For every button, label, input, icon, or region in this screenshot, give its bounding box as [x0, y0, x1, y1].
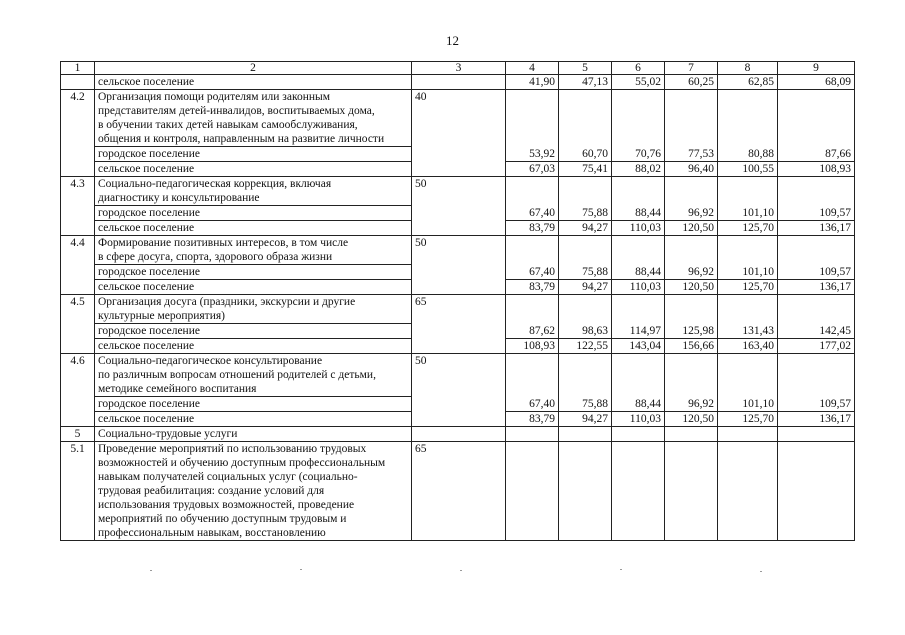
row-number	[61, 324, 95, 339]
tariff-value: 125,70	[718, 221, 778, 236]
tariff-value: 75,41	[559, 162, 612, 177]
tariff-value	[778, 236, 855, 265]
tariff-value: 109,57	[778, 397, 855, 412]
tariff-value: 83,79	[506, 280, 559, 295]
tariff-value: 75,88	[559, 206, 612, 221]
tariff-value: 110,03	[612, 412, 665, 427]
tariff-value: 96,92	[665, 265, 718, 280]
tariff-value	[665, 177, 718, 206]
tariff-value: 156,66	[665, 339, 718, 354]
service-name: сельское поселение	[95, 221, 412, 236]
tariff-value	[559, 354, 612, 397]
tariff-value: 109,57	[778, 265, 855, 280]
tariff-table	[60, 61, 855, 541]
service-name: городское поселение	[95, 397, 412, 412]
row-number: 4.3	[61, 177, 95, 206]
tariff-value: 177,02	[778, 339, 855, 354]
tariff-value: 110,03	[612, 221, 665, 236]
norm-value	[412, 339, 506, 354]
settlement-row	[61, 206, 855, 221]
norm-value	[412, 162, 506, 177]
tariff-value: 110,03	[612, 280, 665, 295]
service-name: Формирование позитивных интересов, в том числе в сфере досуга, спорта, здорового образа жизни	[95, 236, 412, 265]
table-body	[61, 62, 855, 541]
column-header: 8	[718, 62, 778, 75]
service-name: Проведение мероприятий по использованию трудовых возможностей и обучению доступным профессиональным навыкам получателей социальных услуг (социально- трудовая реабилитация: создание условий для использования трудовых возможностей, проведение мероприятий по обучению доступным трудовым и профессиональным навыкам, восстановлению	[95, 442, 412, 541]
norm-value	[412, 75, 506, 90]
settlement-row	[61, 412, 855, 427]
tariff-value	[612, 354, 665, 397]
tariff-value	[665, 90, 718, 147]
norm-value: 65	[412, 295, 506, 324]
tariff-value: 70,76	[612, 147, 665, 162]
tariff-value	[665, 236, 718, 265]
tariff-value	[559, 236, 612, 265]
tariff-value	[718, 177, 778, 206]
tariff-value: 101,10	[718, 397, 778, 412]
scan-speck	[620, 569, 622, 570]
tariff-value: 75,88	[559, 397, 612, 412]
tariff-value	[506, 442, 559, 541]
norm-value	[412, 324, 506, 339]
tariff-value: 60,25	[665, 75, 718, 90]
tariff-value	[612, 236, 665, 265]
tariff-value	[612, 177, 665, 206]
section-row	[61, 427, 855, 442]
row-number	[61, 280, 95, 295]
tariff-value	[718, 90, 778, 147]
norm-value	[412, 206, 506, 221]
tariff-value: 55,02	[612, 75, 665, 90]
row-number	[61, 221, 95, 236]
tariff-value: 67,03	[506, 162, 559, 177]
settlement-row	[61, 265, 855, 280]
service-name: городское поселение	[95, 265, 412, 280]
tariff-value	[665, 442, 718, 541]
norm-value: 65	[412, 442, 506, 541]
column-header: 1	[61, 62, 95, 75]
row-number: 4.6	[61, 354, 95, 397]
service-name: Социально-педагогическое консультирование по различным вопросам отношений родителей с детьми, методике семейного воспитания	[95, 354, 412, 397]
column-header: 7	[665, 62, 718, 75]
row-number	[61, 412, 95, 427]
tariff-value	[718, 354, 778, 397]
tariff-value	[559, 295, 612, 324]
tariff-value: 75,88	[559, 265, 612, 280]
row-number	[61, 265, 95, 280]
tariff-value	[778, 177, 855, 206]
tariff-value	[612, 90, 665, 147]
tariff-value: 41,90	[506, 75, 559, 90]
tariff-value	[718, 236, 778, 265]
column-header: 2	[95, 62, 412, 75]
service-name: городское поселение	[95, 324, 412, 339]
tariff-value	[506, 236, 559, 265]
norm-value	[412, 397, 506, 412]
service-row	[61, 236, 855, 265]
tariff-value	[665, 354, 718, 397]
tariff-value: 96,92	[665, 206, 718, 221]
service-name: сельское поселение	[95, 339, 412, 354]
service-name: сельское поселение	[95, 412, 412, 427]
tariff-value: 120,50	[665, 221, 718, 236]
service-row	[61, 295, 855, 324]
service-name: городское поселение	[95, 206, 412, 221]
tariff-value: 122,55	[559, 339, 612, 354]
row-number: 4.5	[61, 295, 95, 324]
page-number: 12	[446, 33, 459, 48]
row-number	[61, 397, 95, 412]
row-number	[61, 147, 95, 162]
tariff-value: 83,79	[506, 412, 559, 427]
column-header: 3	[412, 62, 506, 75]
tariff-value: 83,79	[506, 221, 559, 236]
tariff-value: 101,10	[718, 206, 778, 221]
tariff-value: 120,50	[665, 412, 718, 427]
column-header: 6	[612, 62, 665, 75]
tariff-value	[559, 177, 612, 206]
service-name: Организация помощи родителям или законным представителям детей-инвалидов, воспитываемых дома, в обучении таких детей навыкам самообслуживания, общения и контроля, направленным на развитие личности	[95, 90, 412, 147]
tariff-value: 125,98	[665, 324, 718, 339]
tariff-value	[778, 442, 855, 541]
tariff-value: 88,44	[612, 397, 665, 412]
tariff-value: 136,17	[778, 280, 855, 295]
tariff-value: 114,97	[612, 324, 665, 339]
tariff-value: 88,02	[612, 162, 665, 177]
tariff-value: 120,50	[665, 280, 718, 295]
row-number: 5.1	[61, 442, 95, 541]
tariff-value	[665, 295, 718, 324]
norm-value	[412, 427, 506, 442]
tariff-value: 88,44	[612, 265, 665, 280]
row-number: 4.4	[61, 236, 95, 265]
service-name: Социально-педагогическая коррекция, включая диагностику и консультирование	[95, 177, 412, 206]
tariff-value: 77,53	[665, 147, 718, 162]
tariff-value: 68,09	[778, 75, 855, 90]
column-number-row	[61, 62, 855, 75]
tariff-value	[506, 177, 559, 206]
tariff-value	[559, 427, 612, 442]
settlement-row	[61, 397, 855, 412]
row-number: 5	[61, 427, 95, 442]
norm-value: 50	[412, 354, 506, 397]
tariff-value: 94,27	[559, 280, 612, 295]
tariff-value	[612, 295, 665, 324]
service-row	[61, 177, 855, 206]
tariff-value: 96,92	[665, 397, 718, 412]
column-header: 9	[778, 62, 855, 75]
row-number	[61, 162, 95, 177]
settlement-row	[61, 339, 855, 354]
tariff-value: 108,93	[506, 339, 559, 354]
tariff-value	[506, 427, 559, 442]
row-number	[61, 339, 95, 354]
tariff-value	[506, 354, 559, 397]
tariff-value: 96,40	[665, 162, 718, 177]
settlement-row	[61, 221, 855, 236]
tariff-value: 136,17	[778, 221, 855, 236]
tariff-value: 142,45	[778, 324, 855, 339]
tariff-value: 100,55	[718, 162, 778, 177]
service-row	[61, 354, 855, 397]
tariff-value: 67,40	[506, 265, 559, 280]
tariff-value: 94,27	[559, 412, 612, 427]
norm-value	[412, 280, 506, 295]
tariff-value: 131,43	[718, 324, 778, 339]
service-name: сельское поселение	[95, 162, 412, 177]
row-number: 4.2	[61, 90, 95, 147]
tariff-value: 67,40	[506, 397, 559, 412]
tariff-value	[718, 427, 778, 442]
tariff-value: 98,63	[559, 324, 612, 339]
tariff-value: 109,57	[778, 206, 855, 221]
service-name: сельское поселение	[95, 75, 412, 90]
norm-value: 50	[412, 236, 506, 265]
service-name: Организация досуга (праздники, экскурсии и другие культурные мероприятия)	[95, 295, 412, 324]
tariff-value	[612, 427, 665, 442]
norm-value	[412, 412, 506, 427]
tariff-value: 125,70	[718, 280, 778, 295]
tariff-value	[718, 295, 778, 324]
norm-value	[412, 147, 506, 162]
row-number	[61, 206, 95, 221]
service-row	[61, 90, 855, 147]
tariff-value	[778, 295, 855, 324]
tariff-value: 108,93	[778, 162, 855, 177]
tariff-value: 101,10	[718, 265, 778, 280]
settlement-row	[61, 162, 855, 177]
settlement-row	[61, 75, 855, 90]
tariff-value	[559, 442, 612, 541]
scan-speck	[150, 570, 152, 571]
norm-value: 50	[412, 177, 506, 206]
norm-value: 40	[412, 90, 506, 147]
settlement-row	[61, 280, 855, 295]
tariff-value	[718, 442, 778, 541]
tariff-value	[778, 354, 855, 397]
service-row	[61, 442, 855, 541]
tariff-value: 53,92	[506, 147, 559, 162]
row-number	[61, 75, 95, 90]
norm-value	[412, 265, 506, 280]
service-name: Социально-трудовые услуги	[95, 427, 412, 442]
column-header: 4	[506, 62, 559, 75]
tariff-value	[506, 295, 559, 324]
scan-speck	[460, 570, 462, 571]
tariff-value: 60,70	[559, 147, 612, 162]
tariff-value	[506, 90, 559, 147]
service-name: сельское поселение	[95, 280, 412, 295]
tariff-value: 47,13	[559, 75, 612, 90]
tariff-value: 67,40	[506, 206, 559, 221]
tariff-value: 80,88	[718, 147, 778, 162]
tariff-value: 136,17	[778, 412, 855, 427]
tariff-value: 88,44	[612, 206, 665, 221]
tariff-value: 125,70	[718, 412, 778, 427]
tariff-value	[778, 427, 855, 442]
settlement-row	[61, 324, 855, 339]
tariff-value: 163,40	[718, 339, 778, 354]
tariff-value: 87,62	[506, 324, 559, 339]
service-name: городское поселение	[95, 147, 412, 162]
tariff-value	[778, 90, 855, 147]
tariff-value: 143,04	[612, 339, 665, 354]
scan-speck	[760, 571, 762, 572]
tariff-value	[612, 442, 665, 541]
tariff-value	[665, 427, 718, 442]
scan-speck	[300, 569, 302, 570]
norm-value	[412, 221, 506, 236]
tariff-value: 62,85	[718, 75, 778, 90]
settlement-row	[61, 147, 855, 162]
tariff-value: 87,66	[778, 147, 855, 162]
column-header: 5	[559, 62, 612, 75]
tariff-value	[559, 90, 612, 147]
tariff-value: 94,27	[559, 221, 612, 236]
